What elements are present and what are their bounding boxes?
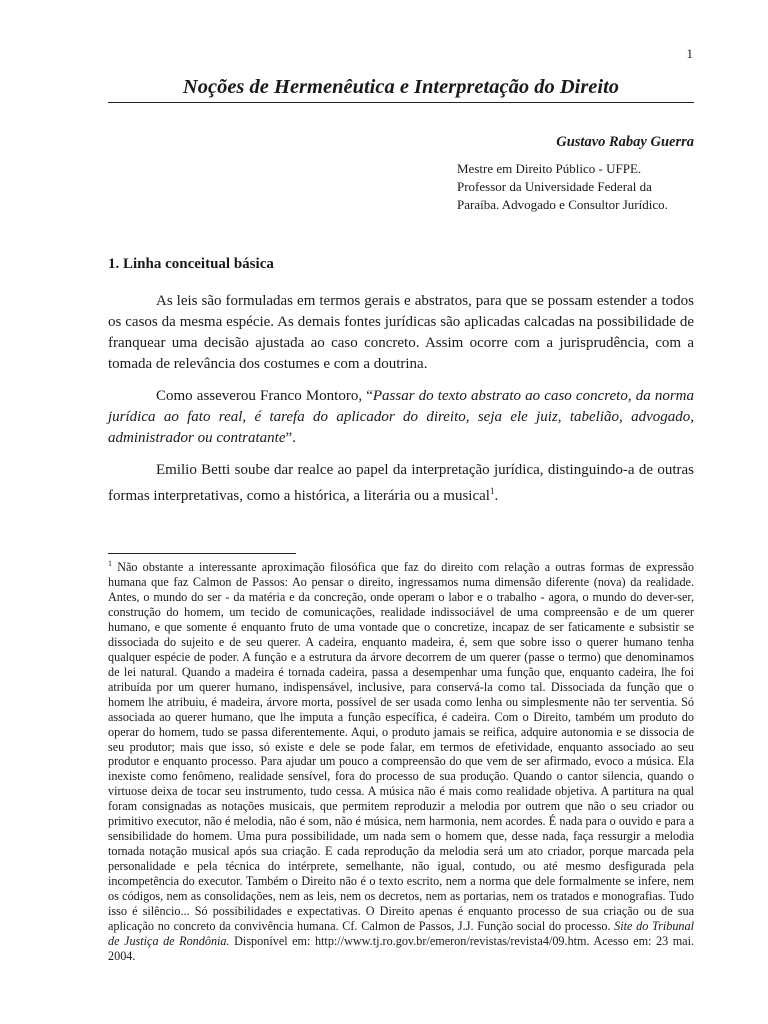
quote-close: ”.	[285, 430, 296, 446]
paragraph: Emilio Betti soube dar realce ao papel da interpretação jurídica, distinguindo-a de outras formas interpretativas, como a histórica, a literária ou a musical$^1$.	[108, 462, 694, 504]
body-text	[108, 291, 694, 518]
footnote-marker: 1	[108, 559, 112, 568]
affiliation-line: Mestre em Direito Público - UFPE.	[457, 161, 642, 176]
footnote-reference[interactable]: 1	[489, 486, 495, 496]
affiliation-line: Paraíba. Advogado e Consultor Jurídico.	[457, 197, 668, 212]
paragraph-text: Emilio Betti soube dar realce ao papel da interpretação jurídica, distinguindo-a de outras formas interpretativas, como a histórica, a literária ou a musical	[108, 462, 694, 504]
quotation: Passar do texto abstrato ao caso concreto, da norma jurídica ao fato real, é tarefa do aplicador do direito, seja ele juiz, tabelião, advogado, administrador ou contratante	[108, 388, 694, 446]
footnote-text: Não obstante a interessante aproximação filosófica que faz do direito com relação a outras formas de expressão humana que faz Calmon de Passos: Ao pensar o direito, ingressamos numa dimensão diferente (nova) da realidade. Antes, o mundo do ser - da matéria e da concreção, onde operam o labor e o trabalho - agora, o mundo do dever-ser, construção do homem, um tecido de comunicações, realidade indissociável de uma compreensão e de um querer humano, e que somente é enquanto fruto de uma vontade que o concretize, incapaz de ser faticamente e subsistir se dissociada do sujeito e de seu querer. A cadeira, enquanto madeira, é, sem que sobre isso o querer humano tenha qualquer espécie de poder. A função e a estrutura da árvore decorrem de um querer (passe o termo) que denominamos de lei natural. Quando a madeira é tornada cadeira, passa a desempenhar uma função que, enquanto cadeira, lhe foi atribuída por um querer humano, indispensável, inclusive, para conservá-la como tal. Dissociada da função que o homem lhe atribuiu, é madeira, árvore morta, possível de ser usada como lenha ou simplesmente não ter serventia. Só associada ao querer humano, que lhe imputa a função específica, é cadeira. Com o Direito, também um produto do operar do homem, tudo se passa diferentemente. Aqui, o produto jamais se reifica, adquire autonomia e se dissocia de seu produtor; mais que isso, só existe e dele se pode falar, em termos de efetividade, enquanto associado ao seu produtor e enquanto processo. Para ajudar um pouco a compreensão do que vem de ser afirmado, evoco a música. Ela inexiste como fenômeno, realidade sensível, fora do processo de sua produção. Quando o cantor silencia, quando o virtuose deixa de tocar seu instrumento, tudo cessa. A música não é mais como realidade objetiva. A partitura na qual foram consignadas as notações musicais, que permitem reproduzir a melodia por outrem que não o seu criador ou primitivo executor, não é melodia, não é som, não é música, nem harmonia, nem acordes. É nada para o ouvido e para a sensibilidade do homem. Uma pura possibilidade, um nada sem o homem que, desse nada, faça ressurgir a melodia tornada notação musical após sua criação. E cada reprodução da melodia será um ato criador, porque marcada pela personalidade e pela técnica do intérprete, semelhante, não igual, contudo, ou até mesmo desfigurada pela incompetência do executor. Também o Direito não é o texto escrito, nem a norma que dele formalmente se infere, nem os códigos, nem as consolidações, nem as leis, nem os decretos, nem as portarias, nem os tratados e monografias. Tudo isso é silêncio... Só possibilidades e expectativas. O Direito apenas é enquanto processo de sua criação ou de sua aplicação no concreto da convivência humana. Cf. Calmon de Passos, J.J. Função social do processo.	[108, 560, 695, 933]
quote-intro: Como asseverou Franco Montoro, “	[156, 388, 373, 404]
paragraph: As leis são formuladas em termos gerais e abstratos, para que se possam estender a todos os casos da mesma espécie. As demais fontes jurídicas são aplicadas calcadas na possibilidade de franquear uma decisão ajustada ao caso concreto. Assim ocorre com a jurisprudência, com a tomada de relevância dos costumes e com a doutrina.	[108, 293, 694, 372]
author-name: Gustavo Rabay Guerra	[556, 134, 694, 150]
page-number: 1	[686, 46, 693, 61]
document-title: Noções de Hermenêutica e Interpretação do Direito	[182, 76, 620, 98]
affiliation-line: Professor da Universidade Federal da	[457, 179, 652, 194]
footnote-citation: Disponível em: http://www.tj.ro.gov.br/emeron/revistas/revista4/09.htm. Acesso em: 23 mai. 2004.	[108, 933, 695, 963]
section-heading: 1. Linha conceitual básica	[108, 256, 274, 272]
title-underline	[108, 102, 694, 103]
author-affiliation	[457, 160, 694, 214]
footnote-source: Site do Tribunal de Justiça de Rondônia.	[108, 918, 695, 948]
footnote	[108, 557, 694, 964]
paragraph	[108, 386, 694, 449]
footnote-separator	[108, 553, 296, 554]
